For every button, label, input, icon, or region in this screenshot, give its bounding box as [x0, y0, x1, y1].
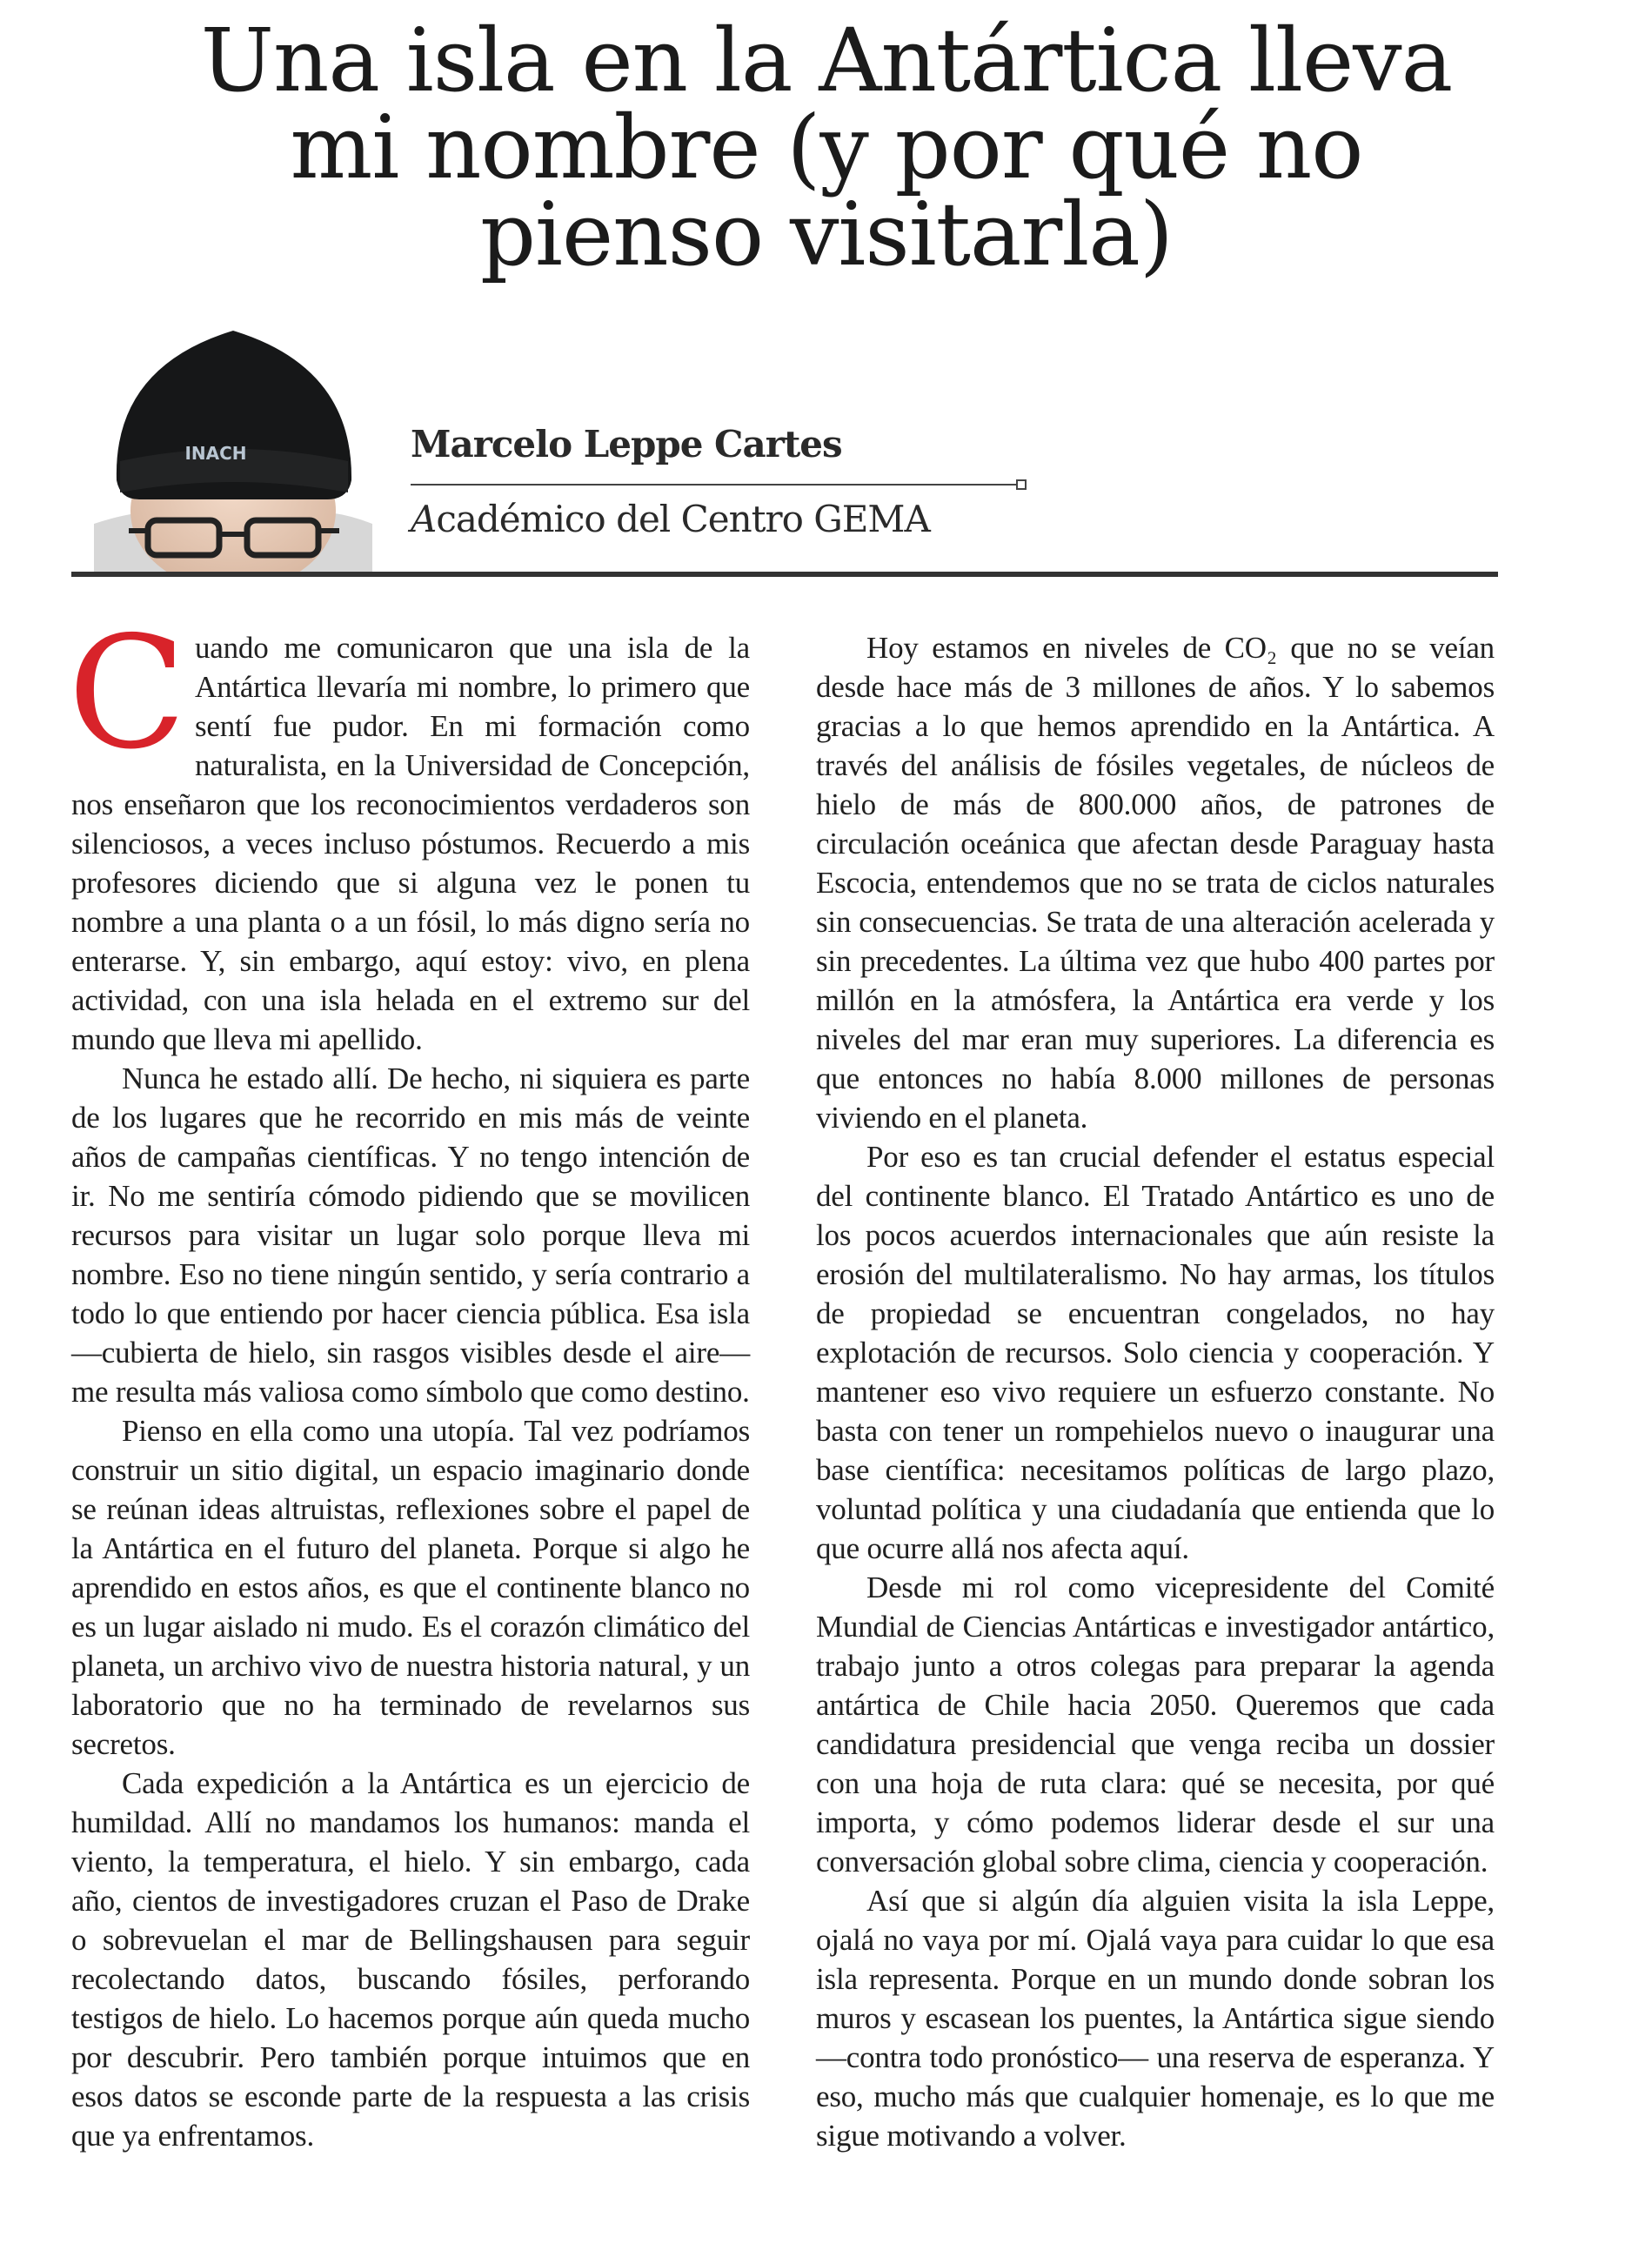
paragraph: Desde mi rol como vicepresidente del Comité Mundial de Ciencias Antárticas e investigador antártico, trabajo junto a otros colegas para preparar la agenda antártica de Chile hacia 2050. Queremos que cada candidatura presidencial que venga reciba un dossier con una hoja de ruta clara: qué se necesita, por qué importa, y cómo podemos liderar desde el sur una conversación global sobre clima, ciencia y cooperación.: [816, 1571, 1495, 1879]
paragraph: Por eso es tan crucial defender el estatus especial del continente blanco. El Tratado Antártico es uno de los pocos acuerdos internacionales que aún resiste la erosión del multilateralismo. No hay armas, los títulos de propiedad se encuentran congelados, no hay explotación de recursos. Solo ciencia y cooperación. Y mantener eso vivo requiere un esfuerzo constante. No basta con tener un rompehielos nuevo o inaugurar una base científica: necesitamos políticas de largo plazo, voluntad política y una ciudadanía que entienda que lo que ocurre allá nos afecta aquí.: [816, 1140, 1495, 1565]
paragraph: Pienso en ella como una utopía. Tal vez podríamos construir un sitio digital, un espacio imaginario donde se reúnan ideas altruistas, reflexiones sobre el papel de la Antártica en el futuro del planeta. Porque si algo he aprendido en estos años, es que el continente blanco no es un lugar aislado ni mudo. Es el corazón climático del planeta, un archivo vivo de nuestra historia natural, y un laboratorio que no ha terminado de revelarnos sus secretos.: [71, 1414, 750, 1761]
headline: [52, 10, 1601, 285]
author-name: Marcelo Leppe Cartes: [411, 423, 842, 465]
paragraph: [68, 603, 750, 1059]
paragraph-text: uando me comunicaron que una isla de la Antártica llevaría mi nombre, lo primero que sentí fue pudor. En mi formación como naturalista, en la Universidad de Concepción, nos enseñaron que los reconocimientos verdaderos son silenciosos, a veces incluso póstumos. Recuerdo a mis profesores diciendo que si alguna vez le ponen tu nombre a una planta o a un fósil, lo más digno sería no enterarse. Y, sin embargo, aquí estoy: vivo, en plena actividad, con una isla helada en el extremo sur del mundo que lleva mi apellido.: [71, 631, 750, 1056]
author-role-initial: A: [411, 498, 437, 540]
right-column: [816, 628, 1495, 2155]
author-role: [411, 498, 930, 540]
drop-cap: C: [68, 603, 186, 783]
paragraph: Nunca he estado allí. De hecho, ni siquiera es parte de los lugares que he recorrido en mis más de veinte años de campañas científicas. Y no tengo intención de ir. No me sentiría cómodo pidiendo que se movilicen recursos para visitar un lugar solo porque lleva mi nombre. Eso no tiene ningún sentido, y sería contrario a todo lo que entiendo por hacer ciencia pública. Esa isla —cubierta de hielo, sin rasgos visibles desde el aire— me resulta más valiosa como símbolo que como destino.: [71, 1062, 750, 1409]
rule-end-square: [1016, 479, 1027, 490]
header-divider: [71, 572, 1498, 577]
author-rule: [411, 484, 1020, 486]
left-column: [68, 603, 750, 2155]
paragraph: Así que si algún día alguien visita la isla Leppe, ojalá no vaya por mí. Ojalá vaya para cuidar lo que esa isla representa. Porque en un mundo donde sobran los muros y escasean los puentes, la Antártica sigue siendo —contra todo pronóstico— una reserva de esperanza. Y eso, mucho más que cualquier homenaje, es lo que me sigue motivando a volver.: [816, 1884, 1495, 2153]
headline-line-1: Una isla en la Antártica lleva: [200, 10, 1453, 111]
cap-logo-text: INACH: [184, 443, 247, 464]
author-role-rest: cadémico del Centro GEMA: [436, 498, 930, 540]
headline-line-3: pienso visitarla): [480, 184, 1173, 285]
author-photo: [94, 306, 372, 572]
paragraph: Hoy estamos en niveles de CO₂ que no se veían desde hace más de 3 millones de años. Y lo sabemos gracias a lo que hemos aprendido en la Antártica. A través del análisis de fósiles vegetales, de núcleos de hielo de más de 800.000 años, de patrones de circulación oceánica que afectan desde Paraguay hasta Escocia, entendemos que no se trata de ciclos naturales sin consecuencias. Se trata de una alteración acelerada y sin precedentes. La última vez que hubo 400 partes por millón en la atmósfera, la Antártica era verde y los niveles del mar eran muy superiores. La diferencia es que entonces no había 8.000 millones de personas viviendo en el planeta.: [816, 631, 1495, 1135]
headline-line-2: mi nombre (y por qué no: [290, 97, 1363, 198]
paragraph: Cada expedición a la Antártica es un ejercicio de humildad. Allí no mandamos los humanos: manda el viento, la temperatura, el hielo. Y sin embargo, cada año, cientos de investigadores cruzan el Paso de Drake o sobrevuelan el mar de Bellingshausen para seguir recolectando datos, buscando fósiles, perforando testigos de hielo. Lo hacemos porque aún queda mucho por descubrir. Pero también porque intuimos que en esos datos se esconde parte de la respuesta a las crisis que ya enfrentamos.: [71, 1766, 750, 2153]
